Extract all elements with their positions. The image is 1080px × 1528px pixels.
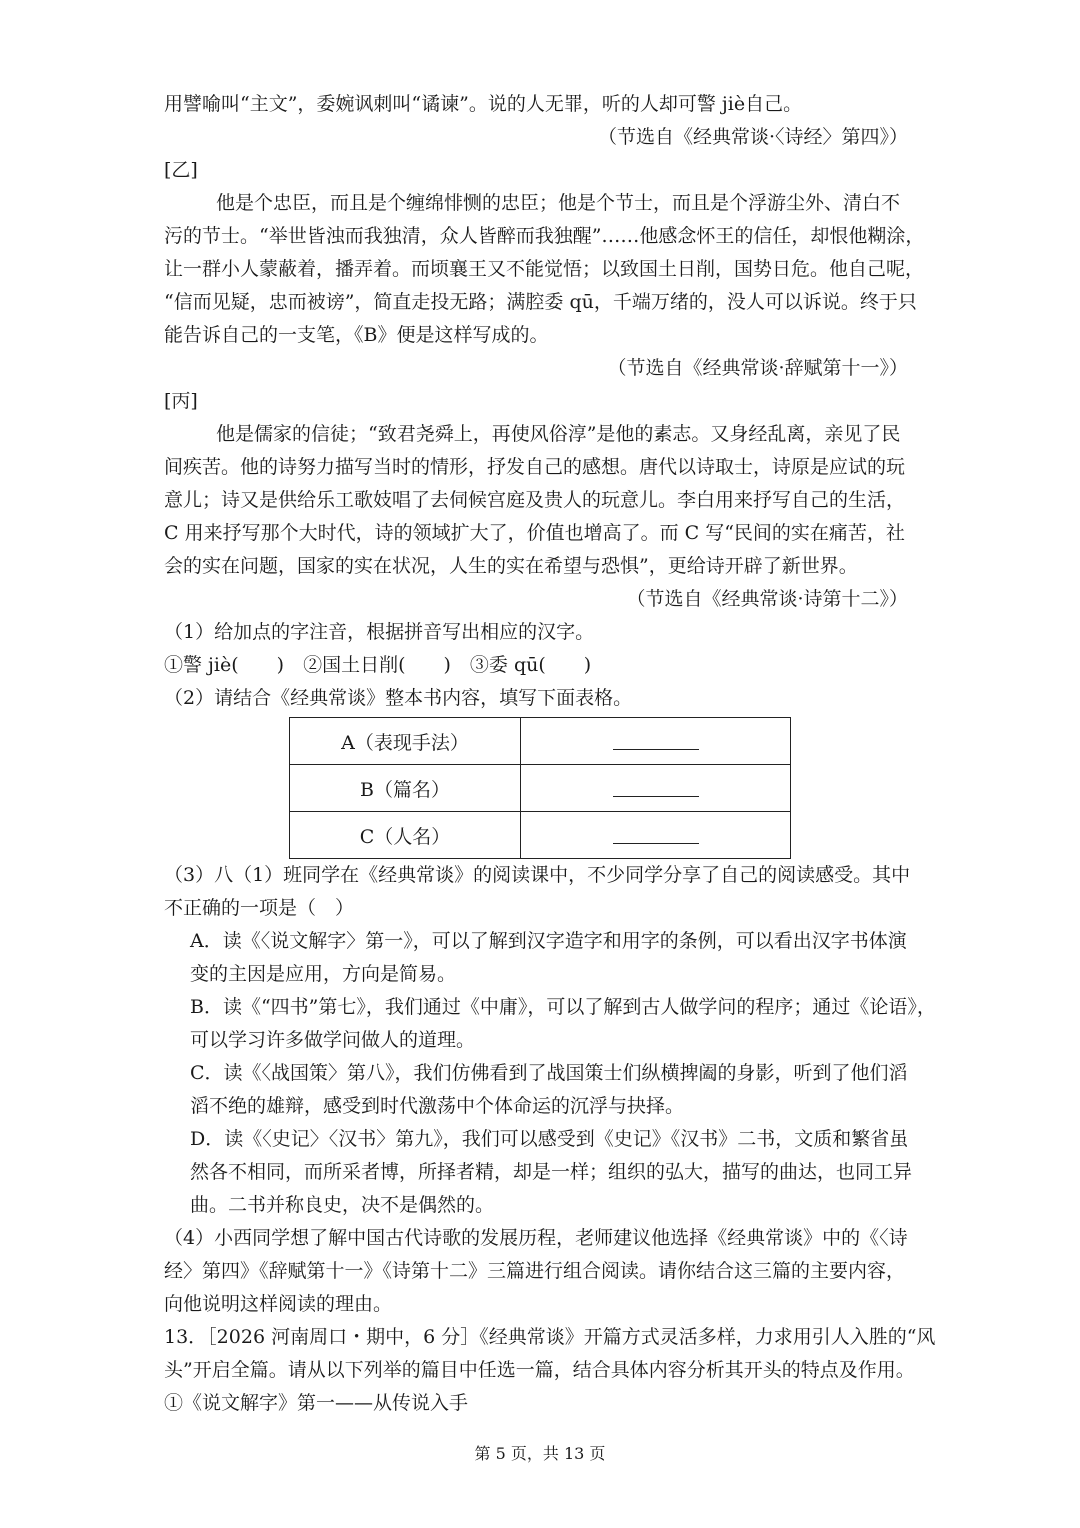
option-b: B．读《“四书”第七》，我们通过《中庸》，可以了解到古人做学问的程序；通过《论语》， [190,996,936,1018]
option-c: 滔不绝的雄辩，感受到时代激荡中个体命运的沉浮与抉择。 [190,1095,685,1117]
text-line: 意儿；诗又是供给乐工歌妓唱了去伺候宫庭及贵人的玩意儿。李白用来抒写自己的生活， [164,489,906,511]
question-2: （2）请结合《经典常谈》整本书内容，填写下面表格。 [164,687,633,709]
text-line: C 用来抒写那个大时代，诗的领域扩大了，价值也增高了。而 C 写“民间的实在痛苦，社 [164,522,905,544]
answer-blank[interactable] [521,718,791,765]
option-b: 可以学习许多做学问做人的道理。 [190,1029,476,1051]
table-row [290,812,791,859]
text-line: 能告诉自己的一支笔，《B》便是这样写成的。 [164,324,549,346]
question-4: 经〉第四》《辞赋第十一》《诗第十二》三篇进行组合阅读。请你结合这三篇的主要内容， [164,1260,906,1282]
table-row [290,765,791,812]
source-note: （节选自《经典常谈·诗第十二》） [626,588,908,610]
source-note: （节选自《经典常谈·〈诗经〉第四》） [597,126,908,148]
table-cell-label: A（表现手法） [290,718,521,765]
text-line: 用譬喻叫“主文”，委婉讽刺叫“谲谏”。说的人无罪，听的人却可警 jiè自己。 [164,93,803,115]
text-line: 污的节士。“举世皆浊而我独清，众人皆醉而我独醒”……他感念怀王的信任，却恨他糊涂， [164,225,925,247]
question-13: 13．［2026 河南周口・期中，6 分］《经典常谈》开篇方式灵活多样，力求用引人入胜的“风 [164,1326,936,1348]
option-d: 曲。二书并称良史，决不是偶然的。 [190,1194,495,1216]
text-line: 会的实在问题，国家的实在状况，人生的实在希望与恐惧”，更给诗开辟了新世界。 [164,555,858,577]
table-cell-label: B（篇名） [290,765,521,812]
question-4: （4）小西同学想了解中国古代诗歌的发展历程，老师建议他选择《经典常谈》中的《〈诗 [164,1227,908,1249]
question-3: （3）八（1）班同学在《经典常谈》的阅读课中，不少同学分享了自己的阅读感受。其中 [164,864,911,886]
source-note: （节选自《经典常谈·辞赋第十一》） [607,357,908,379]
table-row [290,718,791,765]
question-1: （1）给加点的字注音，根据拼音写出相应的汉字。 [164,621,595,643]
text-line: 他是儒家的信徒；“致君尧舜上，再使风俗淳”是他的素志。又身经乱离，亲见了民 [216,423,901,445]
option-a: A．读《〈说文解字〉第一》，可以了解到汉字造字和用字的条例，可以看出汉字书体演 [190,930,907,952]
table-cell-label: C（人名） [290,812,521,859]
fill-in-table [289,717,791,859]
option-d: D．读《〈史记〉〈汉书〉第九》，我们可以感受到《史记》《汉书》二书，文质和繁省虽 [190,1128,909,1150]
option-a: 变的主因是应用，方向是简易。 [190,963,457,985]
text-line: 间疾苦。他的诗努力描写当时的情形，抒发自己的感想。唐代以诗取士，诗原是应试的玩 [164,456,906,478]
option-c: C．读《〈战国策〉第八》，我们仿佛看到了战国策士们纵横捭阖的身影，听到了他们滔 [190,1062,908,1084]
answer-blank[interactable] [521,812,791,859]
text-line: 让一群小人蒙蔽着，播弄着。而顷襄王又不能觉悟；以致国土日削，国势日危。他自己呢， [164,258,925,280]
question-4: 向他说明这样阅读的理由。 [164,1293,393,1315]
question-13: 头”开启全篇。请从以下列举的篇目中任选一篇，结合具体内容分析其开头的特点及作用。 [164,1359,915,1381]
answer-blank[interactable] [521,765,791,812]
text-line: “信而见疑，忠而被谤”，简直走投无路；满腔委 qū，千端万绪的，没人可以诉说。终于只 [164,291,917,313]
question-13-item: ①《说文解字》第一——从传说入手 [164,1392,469,1414]
section-label-bing: [丙] [164,390,198,412]
question-1-items: ①警 jiè( ) ②国土日削( ) ③委 qū( ) [164,654,592,676]
page-footer: 第 5 页，共 13 页 [474,1444,606,1463]
text-line: 他是个忠臣，而且是个缠绵悱恻的忠臣；他是个节士，而且是个浮游尘外、清白不 [216,192,901,214]
question-3: 不正确的一项是（ ） [164,897,355,919]
section-label-yi: [乙] [164,159,198,181]
option-d: 然各不相同，而所采者博，所择者精，却是一样；组织的弘大，描写的曲达，也同工异 [190,1161,913,1183]
